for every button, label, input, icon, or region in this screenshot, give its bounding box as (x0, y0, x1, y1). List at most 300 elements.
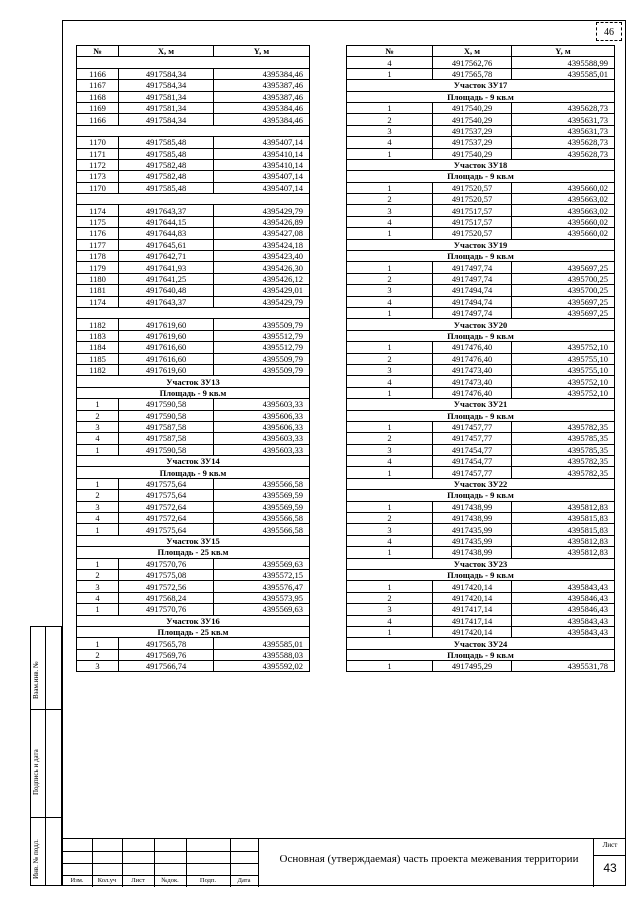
point-number-cell: 1 (347, 342, 433, 353)
table-row (77, 433, 310, 444)
table-row (347, 307, 615, 318)
section-header: Площадь - 9 кв.м (347, 490, 615, 501)
table-row (77, 558, 310, 569)
y-coordinate-cell: 4395429,79 (214, 296, 310, 307)
section-header: Площадь - 9 кв.м (347, 330, 615, 341)
stamp-col-izm: Изм. (70, 877, 84, 884)
section-header-row (77, 387, 310, 398)
x-coordinate-cell: 4917520,57 (433, 228, 512, 239)
table-row (77, 661, 310, 672)
section-header-row (77, 547, 310, 558)
x-coordinate-cell: 4917517,57 (433, 216, 512, 227)
x-coordinate-cell: 4917570,76 (119, 604, 214, 615)
x-coordinate-cell: 4917587,58 (119, 433, 214, 444)
point-number-cell: 1184 (77, 342, 119, 353)
section-header: Площадь - 9 кв.м (347, 251, 615, 262)
x-coordinate-cell: 4917575,64 (119, 524, 214, 535)
section-header: Участок ЗУ21 (347, 399, 615, 410)
section-header-row (77, 626, 310, 637)
section-header-row (77, 376, 310, 387)
section-header-row (347, 80, 615, 91)
sheet-number: 43 (603, 861, 617, 875)
point-number-cell: 3 (77, 501, 119, 512)
table-row (77, 319, 310, 330)
point-number-cell: 4 (347, 216, 433, 227)
y-coordinate-cell: 4395427,08 (214, 228, 310, 239)
table-row (347, 421, 615, 432)
y-coordinate-cell: 4395752,10 (512, 376, 615, 387)
y-coordinate-cell: 4395752,10 (512, 342, 615, 353)
point-number-cell: 1172 (77, 159, 119, 170)
point-number-cell: 3 (347, 604, 433, 615)
y-coordinate-cell: 4395429,79 (214, 205, 310, 216)
y-coordinate-cell: 4395424,18 (214, 239, 310, 250)
table-row (347, 114, 615, 125)
x-coordinate-cell: 4917497,74 (433, 262, 512, 273)
y-coordinate-cell: 4395663,02 (512, 194, 615, 205)
table-header-row (77, 46, 310, 57)
section-header-row (347, 330, 615, 341)
table-row (347, 524, 615, 535)
table-row (77, 364, 310, 375)
table-row (77, 273, 310, 284)
title-block (62, 838, 626, 887)
col-header-number: № (77, 46, 119, 57)
point-number-cell: 4 (347, 376, 433, 387)
point-number-cell: 4 (77, 433, 119, 444)
point-number-cell: 1166 (77, 68, 119, 79)
x-coordinate-cell: 4917562,76 (433, 57, 512, 68)
y-coordinate-cell: 4395569,59 (214, 490, 310, 501)
x-coordinate-cell: 4917575,64 (119, 490, 214, 501)
y-coordinate-cell: 4395387,46 (214, 80, 310, 91)
x-coordinate-cell: 4917457,77 (433, 433, 512, 444)
y-coordinate-cell: 4395588,99 (512, 57, 615, 68)
point-number-cell: 1167 (77, 80, 119, 91)
point-number-cell: 1 (347, 626, 433, 637)
y-coordinate-cell: 4395407,14 (214, 182, 310, 193)
section-header: Площадь - 25 кв.м (77, 626, 310, 637)
left-margin-row-line (31, 817, 61, 818)
section-header: Участок ЗУ19 (347, 239, 615, 250)
x-coordinate-cell: 4917540,29 (433, 102, 512, 113)
x-coordinate-cell: 4917581,34 (119, 102, 214, 113)
y-coordinate-cell: 4395573,95 (214, 592, 310, 603)
section-header-row (347, 410, 615, 421)
stamp-col-podp: Подп. (199, 877, 217, 884)
y-coordinate-cell: 4395429,01 (214, 285, 310, 296)
sheet-divider (594, 855, 626, 856)
section-header: Площадь - 9 кв.м (347, 171, 615, 182)
blank-separator-row (77, 125, 310, 136)
section-header-row (347, 239, 615, 250)
table-row (77, 80, 310, 91)
x-coordinate-cell: 4917566,74 (119, 661, 214, 672)
table-row (347, 228, 615, 239)
y-coordinate-cell: 4395697,25 (512, 307, 615, 318)
point-number-cell: 1 (347, 421, 433, 432)
y-coordinate-cell: 4395572,15 (214, 569, 310, 580)
y-coordinate-cell: 4395509,79 (214, 364, 310, 375)
x-coordinate-cell: 4917473,40 (433, 364, 512, 375)
section-header-row (347, 569, 615, 580)
y-coordinate-cell: 4395423,40 (214, 251, 310, 262)
coordinates-table-right (346, 45, 615, 672)
section-header-row (347, 649, 615, 660)
section-header-row (347, 171, 615, 182)
point-number-cell: 1 (347, 262, 433, 273)
point-number-cell: 1178 (77, 251, 119, 262)
y-coordinate-cell: 4395660,02 (512, 228, 615, 239)
table-row (347, 273, 615, 284)
x-coordinate-cell: 4917454,77 (433, 444, 512, 455)
y-coordinate-cell: 4395426,12 (214, 273, 310, 284)
section-header: Участок ЗУ15 (77, 535, 310, 546)
x-coordinate-cell: 4917572,64 (119, 513, 214, 524)
point-number-cell: 4 (77, 592, 119, 603)
section-header: Площадь - 9 кв.м (77, 467, 310, 478)
table-row (77, 569, 310, 580)
x-coordinate-cell: 4917438,99 (433, 513, 512, 524)
table-row (77, 182, 310, 193)
table-row (77, 148, 310, 159)
y-coordinate-cell: 4395660,02 (512, 182, 615, 193)
y-coordinate-cell: 4395603,33 (214, 433, 310, 444)
y-coordinate-cell: 4395785,35 (512, 444, 615, 455)
y-coordinate-cell: 4395843,43 (512, 626, 615, 637)
point-number-cell: 3 (347, 444, 433, 455)
title-cell (258, 839, 640, 887)
point-number-cell: 1180 (77, 273, 119, 284)
point-number-cell: 1179 (77, 262, 119, 273)
y-coordinate-cell: 4395697,25 (512, 262, 615, 273)
point-number-cell: 1170 (77, 137, 119, 148)
blank-separator-row (77, 194, 310, 205)
blank-separator-row (77, 307, 310, 318)
y-coordinate-cell: 4395812,83 (512, 501, 615, 512)
point-number-cell: 1 (77, 478, 119, 489)
section-header-row (77, 535, 310, 546)
x-coordinate-cell: 4917590,58 (119, 399, 214, 410)
table-row (77, 68, 310, 79)
point-number-cell: 1176 (77, 228, 119, 239)
table-row (347, 661, 615, 672)
table-row (347, 604, 615, 615)
point-number-cell: 2 (347, 273, 433, 284)
x-coordinate-cell: 4917582,48 (119, 159, 214, 170)
table-row (77, 296, 310, 307)
point-number-cell: 1 (77, 638, 119, 649)
point-number-cell: 4 (347, 57, 433, 68)
y-coordinate-cell: 4395426,89 (214, 216, 310, 227)
x-coordinate-cell: 4917454,77 (433, 456, 512, 467)
y-coordinate-cell: 4395700,25 (512, 273, 615, 284)
section-header: Площадь - 9 кв.м (347, 569, 615, 580)
x-coordinate-cell: 4917495,29 (433, 661, 512, 672)
table-row (347, 456, 615, 467)
y-coordinate-cell: 4395606,33 (214, 421, 310, 432)
table-row (347, 387, 615, 398)
col-header-y: Y, м (512, 46, 615, 57)
point-number-cell: 2 (347, 353, 433, 364)
y-coordinate-cell: 4395384,46 (214, 114, 310, 125)
col-header-x: X, м (433, 46, 512, 57)
point-number-cell: 1170 (77, 182, 119, 193)
point-number-cell: 1 (347, 148, 433, 159)
point-number-cell: 1 (347, 547, 433, 558)
x-coordinate-cell: 4917644,15 (119, 216, 214, 227)
x-coordinate-cell: 4917457,77 (433, 467, 512, 478)
y-coordinate-cell: 4395512,79 (214, 330, 310, 341)
point-number-cell: 1174 (77, 296, 119, 307)
point-number-cell: 4 (347, 137, 433, 148)
point-number-cell: 3 (347, 524, 433, 535)
x-coordinate-cell: 4917537,29 (433, 137, 512, 148)
point-number-cell: 1182 (77, 364, 119, 375)
y-coordinate-cell: 4395628,73 (512, 137, 615, 148)
section-header: Участок ЗУ14 (77, 456, 310, 467)
table-row (77, 342, 310, 353)
y-coordinate-cell: 4395585,01 (214, 638, 310, 649)
point-number-cell: 2 (77, 410, 119, 421)
y-coordinate-cell: 4395815,83 (512, 513, 615, 524)
section-header: Площадь - 9 кв.м (347, 410, 615, 421)
table-row (347, 182, 615, 193)
point-number-cell: 1 (77, 524, 119, 535)
y-coordinate-cell: 4395569,59 (214, 501, 310, 512)
x-coordinate-cell: 4917497,74 (433, 307, 512, 318)
section-header-row (347, 399, 615, 410)
y-coordinate-cell: 4395384,46 (214, 68, 310, 79)
x-coordinate-cell: 4917438,99 (433, 501, 512, 512)
stamp-col-ndok: №док. (161, 877, 179, 884)
section-header: Участок ЗУ20 (347, 319, 615, 330)
table-row (347, 262, 615, 273)
document-title: Основная (утверждаемая) часть проекта межевания территории (279, 853, 579, 865)
point-number-cell: 3 (347, 205, 433, 216)
x-coordinate-cell: 4917590,58 (119, 444, 214, 455)
point-number-cell: 3 (347, 285, 433, 296)
y-coordinate-cell: 4395569,63 (214, 604, 310, 615)
y-coordinate-cell: 4395384,46 (214, 102, 310, 113)
x-coordinate-cell: 4917565,78 (119, 638, 214, 649)
table-row (347, 102, 615, 113)
x-coordinate-cell: 4917540,29 (433, 114, 512, 125)
x-coordinate-cell: 4917435,99 (433, 535, 512, 546)
section-header-row (347, 638, 615, 649)
point-number-cell: 3 (77, 581, 119, 592)
table-row (77, 102, 310, 113)
point-number-cell: 1171 (77, 148, 119, 159)
x-coordinate-cell: 4917420,14 (433, 581, 512, 592)
point-number-cell: 1 (347, 467, 433, 478)
x-coordinate-cell: 4917537,29 (433, 125, 512, 136)
x-coordinate-cell: 4917582,48 (119, 171, 214, 182)
section-header-row (347, 478, 615, 489)
x-coordinate-cell: 4917457,77 (433, 421, 512, 432)
table-row (347, 194, 615, 205)
table-row (347, 125, 615, 136)
x-coordinate-cell: 4917494,74 (433, 285, 512, 296)
x-coordinate-cell: 4917585,48 (119, 182, 214, 193)
y-coordinate-cell: 4395782,35 (512, 456, 615, 467)
blank-cell (77, 57, 310, 68)
x-coordinate-cell: 4917575,08 (119, 569, 214, 580)
point-number-cell: 1173 (77, 171, 119, 182)
table-row (347, 68, 615, 79)
y-coordinate-cell: 4395592,02 (214, 661, 310, 672)
table-row (77, 592, 310, 603)
table-row (77, 228, 310, 239)
x-coordinate-cell: 4917643,37 (119, 205, 214, 216)
table-row (77, 638, 310, 649)
y-coordinate-cell: 4395755,10 (512, 353, 615, 364)
x-coordinate-cell: 4917585,48 (119, 137, 214, 148)
point-number-cell: 1177 (77, 239, 119, 250)
table-row (77, 159, 310, 170)
point-number-cell: 2 (347, 114, 433, 125)
table-header-row (347, 46, 615, 57)
y-coordinate-cell: 4395426,30 (214, 262, 310, 273)
table-row (77, 421, 310, 432)
point-number-cell: 1 (347, 501, 433, 512)
section-header-row (347, 251, 615, 262)
col-header-y: Y, м (214, 46, 310, 57)
table-row (347, 376, 615, 387)
section-header: Участок ЗУ16 (77, 615, 310, 626)
blank-separator-row (77, 57, 310, 68)
y-coordinate-cell: 4395628,73 (512, 102, 615, 113)
section-header: Участок ЗУ18 (347, 159, 615, 170)
table-row (77, 604, 310, 615)
table-row (347, 501, 615, 512)
x-coordinate-cell: 4917520,57 (433, 182, 512, 193)
x-coordinate-cell: 4917438,99 (433, 547, 512, 558)
table-row (347, 137, 615, 148)
table-row (347, 592, 615, 603)
table-row (77, 285, 310, 296)
section-header: Участок ЗУ17 (347, 80, 615, 91)
blank-cell (77, 307, 310, 318)
label-vzam-inv: Взам.инв. № (32, 661, 40, 699)
point-number-cell: 3 (77, 421, 119, 432)
table-row (77, 353, 310, 364)
y-coordinate-cell: 4395606,33 (214, 410, 310, 421)
point-number-cell: 1 (347, 307, 433, 318)
y-coordinate-cell: 4395843,43 (512, 615, 615, 626)
table-row (347, 581, 615, 592)
point-number-cell: 3 (77, 661, 119, 672)
coordinates-table-left (76, 45, 310, 672)
y-coordinate-cell: 4395843,43 (512, 581, 615, 592)
table-row (77, 410, 310, 421)
point-number-cell: 2 (77, 569, 119, 580)
blank-cell (77, 125, 310, 136)
y-coordinate-cell: 4395566,58 (214, 478, 310, 489)
table-row (347, 615, 615, 626)
x-coordinate-cell: 4917619,60 (119, 319, 214, 330)
y-coordinate-cell: 4395785,35 (512, 433, 615, 444)
section-header: Участок ЗУ23 (347, 558, 615, 569)
section-header: Площадь - 9 кв.м (77, 387, 310, 398)
y-coordinate-cell: 4395782,35 (512, 421, 615, 432)
point-number-cell: 1 (77, 399, 119, 410)
point-number-cell: 1 (347, 661, 433, 672)
table-row (77, 524, 310, 535)
y-coordinate-cell: 4395815,83 (512, 524, 615, 535)
x-coordinate-cell: 4917616,60 (119, 342, 214, 353)
y-coordinate-cell: 4395603,33 (214, 399, 310, 410)
table-row (347, 285, 615, 296)
x-coordinate-cell: 4917619,60 (119, 330, 214, 341)
point-number-cell: 2 (347, 592, 433, 603)
y-coordinate-cell: 4395410,14 (214, 159, 310, 170)
y-coordinate-cell: 4395700,25 (512, 285, 615, 296)
y-coordinate-cell: 4395407,14 (214, 137, 310, 148)
point-number-cell: 1 (347, 182, 433, 193)
x-coordinate-cell: 4917517,57 (433, 205, 512, 216)
point-number-cell: 1 (347, 387, 433, 398)
table-row (347, 626, 615, 637)
table-row (347, 433, 615, 444)
y-coordinate-cell: 4395846,43 (512, 592, 615, 603)
x-coordinate-cell: 4917435,99 (433, 524, 512, 535)
y-coordinate-cell: 4395812,83 (512, 535, 615, 546)
y-coordinate-cell: 4395812,83 (512, 547, 615, 558)
x-coordinate-cell: 4917641,93 (119, 262, 214, 273)
x-coordinate-cell: 4917476,40 (433, 353, 512, 364)
y-coordinate-cell: 4395531,78 (512, 661, 615, 672)
table-row (77, 251, 310, 262)
y-coordinate-cell: 4395566,58 (214, 513, 310, 524)
y-coordinate-cell: 4395585,01 (512, 68, 615, 79)
point-number-cell: 4 (77, 513, 119, 524)
point-number-cell: 2 (347, 513, 433, 524)
table-row (77, 478, 310, 489)
section-header: Участок ЗУ24 (347, 638, 615, 649)
x-coordinate-cell: 4917572,64 (119, 501, 214, 512)
x-coordinate-cell: 4917570,76 (119, 558, 214, 569)
blank-cell (77, 194, 310, 205)
x-coordinate-cell: 4917619,60 (119, 364, 214, 375)
table-row (347, 535, 615, 546)
table-row (347, 513, 615, 524)
table-row (77, 581, 310, 592)
x-coordinate-cell: 4917497,74 (433, 273, 512, 284)
point-number-cell: 1174 (77, 205, 119, 216)
x-coordinate-cell: 4917641,25 (119, 273, 214, 284)
point-number-cell: 1182 (77, 319, 119, 330)
table-row (77, 91, 310, 102)
table-row (77, 205, 310, 216)
table-row (347, 353, 615, 364)
table-row (347, 216, 615, 227)
section-header-row (77, 615, 310, 626)
point-number-cell: 1 (347, 228, 433, 239)
y-coordinate-cell: 4395846,43 (512, 604, 615, 615)
table-row (347, 364, 615, 375)
table-row (347, 467, 615, 478)
section-header-row (347, 558, 615, 569)
x-coordinate-cell: 4917476,40 (433, 387, 512, 398)
x-coordinate-cell: 4917640,48 (119, 285, 214, 296)
point-number-cell: 1 (77, 604, 119, 615)
x-coordinate-cell: 4917642,71 (119, 251, 214, 262)
x-coordinate-cell: 4917540,29 (433, 148, 512, 159)
point-number-cell: 2 (347, 194, 433, 205)
table-row (347, 57, 615, 68)
section-header-row (347, 490, 615, 501)
